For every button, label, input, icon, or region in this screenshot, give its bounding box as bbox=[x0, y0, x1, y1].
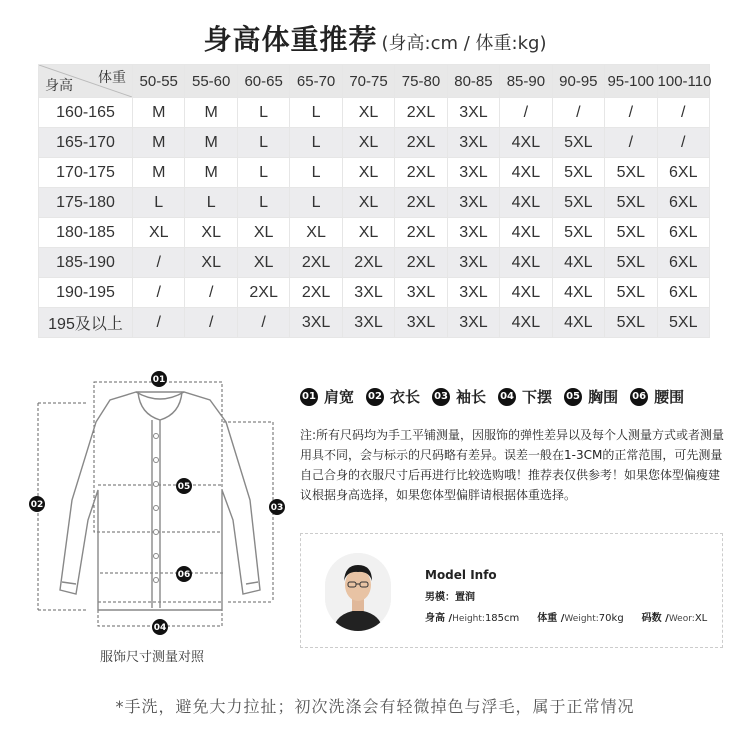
size-cell: 5XL bbox=[552, 158, 604, 188]
size-cell: 5XL bbox=[552, 128, 604, 158]
size-cell: 5XL bbox=[605, 188, 657, 218]
weight-header: 75-80 bbox=[395, 65, 447, 98]
size-cell: M bbox=[133, 98, 185, 128]
size-cell: 3XL bbox=[290, 308, 342, 338]
weight-header: 55-60 bbox=[185, 65, 237, 98]
svg-text:02: 02 bbox=[30, 500, 44, 510]
size-cell: 3XL bbox=[447, 188, 499, 218]
size-cell: XL bbox=[342, 128, 394, 158]
size-cell: 3XL bbox=[447, 278, 499, 308]
legend-label: 腰围 bbox=[654, 388, 685, 406]
size-cell: / bbox=[185, 308, 237, 338]
size-cell: L bbox=[237, 128, 289, 158]
height-label: 165-170 bbox=[39, 128, 133, 158]
height-label: 190-195 bbox=[39, 278, 133, 308]
shirt-diagram bbox=[28, 370, 290, 670]
size-cell: / bbox=[133, 248, 185, 278]
height-label: 180-185 bbox=[39, 218, 133, 248]
measurement-legend bbox=[300, 386, 730, 407]
height-label: 160-165 bbox=[39, 98, 133, 128]
svg-text:06: 06 bbox=[177, 570, 191, 580]
height-label: 195及以上 bbox=[39, 308, 133, 338]
size-cell: 6XL bbox=[657, 248, 709, 278]
size-cell: XL bbox=[342, 188, 394, 218]
size-cell: 4XL bbox=[500, 248, 552, 278]
size-cell: XL bbox=[342, 98, 394, 128]
size-cell: 5XL bbox=[552, 218, 604, 248]
size-cell: 4XL bbox=[500, 188, 552, 218]
size-cell: / bbox=[133, 278, 185, 308]
size-cell: 2XL bbox=[395, 188, 447, 218]
legend-item bbox=[564, 386, 618, 407]
size-cell: 5XL bbox=[605, 278, 657, 308]
weight-header: 95-100 bbox=[605, 65, 657, 98]
size-cell: / bbox=[237, 308, 289, 338]
size-cell: 6XL bbox=[657, 218, 709, 248]
legend-number: 03 bbox=[432, 388, 450, 406]
size-cell: 2XL bbox=[290, 248, 342, 278]
table-row bbox=[39, 188, 710, 218]
legend-item bbox=[300, 386, 354, 407]
size-cell: L bbox=[237, 188, 289, 218]
size-cell: XL bbox=[342, 218, 394, 248]
legend-item bbox=[432, 386, 486, 407]
size-cell: 3XL bbox=[342, 308, 394, 338]
table-row bbox=[39, 98, 710, 128]
size-cell: / bbox=[552, 98, 604, 128]
size-cell: / bbox=[185, 278, 237, 308]
size-cell: 4XL bbox=[500, 278, 552, 308]
size-cell: 2XL bbox=[290, 278, 342, 308]
weight-header: 60-65 bbox=[237, 65, 289, 98]
model-info-title: Model Info bbox=[425, 568, 497, 582]
size-cell: 2XL bbox=[395, 128, 447, 158]
size-cell: / bbox=[500, 98, 552, 128]
model-height: 身高 /Height:185cm bbox=[425, 613, 520, 624]
model-info-card bbox=[300, 533, 723, 648]
size-cell: 5XL bbox=[605, 248, 657, 278]
size-table bbox=[38, 64, 710, 338]
legend-item bbox=[630, 386, 684, 407]
table-row bbox=[39, 278, 710, 308]
size-cell: 3XL bbox=[447, 128, 499, 158]
size-cell: M bbox=[185, 98, 237, 128]
size-cell: L bbox=[290, 128, 342, 158]
table-row bbox=[39, 218, 710, 248]
svg-text:01: 01 bbox=[152, 375, 166, 385]
size-cell: 5XL bbox=[605, 158, 657, 188]
height-label: 185-190 bbox=[39, 248, 133, 278]
size-cell: 6XL bbox=[657, 188, 709, 218]
size-cell: 3XL bbox=[342, 278, 394, 308]
size-cell: / bbox=[605, 128, 657, 158]
weight-header: 100-110 bbox=[657, 65, 709, 98]
legend-item bbox=[366, 386, 420, 407]
size-cell: 5XL bbox=[605, 218, 657, 248]
corner-height-label: 身高 bbox=[45, 77, 73, 93]
size-cell: 2XL bbox=[395, 248, 447, 278]
size-cell: 3XL bbox=[447, 158, 499, 188]
size-cell: 4XL bbox=[552, 248, 604, 278]
svg-text:04: 04 bbox=[153, 623, 167, 633]
size-cell: 4XL bbox=[500, 158, 552, 188]
size-cell: 6XL bbox=[657, 278, 709, 308]
size-cell: 5XL bbox=[605, 308, 657, 338]
legend-number: 04 bbox=[498, 388, 516, 406]
model-weight: 体重 /Weight:70kg bbox=[537, 613, 624, 624]
size-cell: XL bbox=[133, 218, 185, 248]
weight-header: 80-85 bbox=[447, 65, 499, 98]
size-cell: / bbox=[133, 308, 185, 338]
svg-text:03: 03 bbox=[270, 503, 284, 513]
size-cell: XL bbox=[290, 218, 342, 248]
size-cell: 3XL bbox=[447, 248, 499, 278]
size-cell: 5XL bbox=[657, 308, 709, 338]
size-cell: L bbox=[290, 98, 342, 128]
size-cell: 4XL bbox=[500, 128, 552, 158]
height-label: 170-175 bbox=[39, 158, 133, 188]
size-cell: L bbox=[237, 98, 289, 128]
legend-label: 袖长 bbox=[456, 388, 487, 406]
legend-item bbox=[498, 386, 552, 407]
size-cell: 3XL bbox=[395, 308, 447, 338]
size-cell: M bbox=[133, 158, 185, 188]
size-cell: XL bbox=[237, 218, 289, 248]
weight-header: 85-90 bbox=[500, 65, 552, 98]
size-cell: L bbox=[290, 188, 342, 218]
weight-header: 70-75 bbox=[342, 65, 394, 98]
svg-text:05: 05 bbox=[177, 482, 191, 492]
model-avatar bbox=[325, 553, 391, 631]
size-cell: M bbox=[185, 158, 237, 188]
size-cell: 4XL bbox=[500, 308, 552, 338]
size-cell: 3XL bbox=[447, 98, 499, 128]
size-cell: L bbox=[290, 158, 342, 188]
table-row bbox=[39, 128, 710, 158]
legend-label: 衣长 bbox=[390, 388, 421, 406]
legend-label: 肩宽 bbox=[324, 388, 355, 406]
size-cell: / bbox=[657, 98, 709, 128]
size-cell: 6XL bbox=[657, 158, 709, 188]
size-cell: 2XL bbox=[395, 158, 447, 188]
size-cell: / bbox=[605, 98, 657, 128]
size-cell: L bbox=[185, 188, 237, 218]
size-cell: XL bbox=[237, 248, 289, 278]
size-cell: 5XL bbox=[552, 188, 604, 218]
size-cell: 4XL bbox=[552, 308, 604, 338]
weight-header: 65-70 bbox=[290, 65, 342, 98]
legend-number: 06 bbox=[630, 388, 648, 406]
table-row bbox=[39, 248, 710, 278]
diagram-caption: 服饰尺寸测量对照 bbox=[100, 650, 205, 665]
height-label: 175-180 bbox=[39, 188, 133, 218]
size-cell: / bbox=[657, 128, 709, 158]
legend-label: 胸围 bbox=[588, 388, 619, 406]
size-cell: 3XL bbox=[447, 218, 499, 248]
table-row bbox=[39, 308, 710, 338]
legend-label: 下摆 bbox=[522, 388, 553, 406]
size-cell: M bbox=[133, 128, 185, 158]
corner-weight-label: 体重 bbox=[98, 69, 126, 85]
legend-number: 01 bbox=[300, 388, 318, 406]
weight-header: 50-55 bbox=[133, 65, 185, 98]
size-cell: XL bbox=[342, 158, 394, 188]
table-row bbox=[39, 158, 710, 188]
size-cell: XL bbox=[185, 218, 237, 248]
legend-number: 05 bbox=[564, 388, 582, 406]
size-cell: L bbox=[133, 188, 185, 218]
model-size: 码数 /Weor:XL bbox=[641, 613, 708, 624]
size-cell: M bbox=[185, 128, 237, 158]
table-corner bbox=[39, 65, 133, 98]
size-cell: L bbox=[237, 158, 289, 188]
legend-number: 02 bbox=[366, 388, 384, 406]
size-cell: 2XL bbox=[395, 98, 447, 128]
size-cell: 3XL bbox=[395, 278, 447, 308]
weight-header: 90-95 bbox=[552, 65, 604, 98]
size-cell: 2XL bbox=[342, 248, 394, 278]
size-cell: 2XL bbox=[237, 278, 289, 308]
page-title bbox=[0, 18, 750, 58]
size-cell: 2XL bbox=[395, 218, 447, 248]
shirt-illustration bbox=[28, 370, 290, 660]
size-cell: 4XL bbox=[500, 218, 552, 248]
size-cell: 4XL bbox=[552, 278, 604, 308]
title-sub: (身高:cm / 体重:kg) bbox=[381, 33, 547, 54]
model-gender: 男模：置润 bbox=[425, 592, 475, 603]
title-main: 身高体重推荐 bbox=[203, 23, 378, 56]
measurement-note: 注:所有尺码均为手工平铺测量，因服饰的弹性差异以及每个人测量方式或者测量用具不同，会与标示的尺码略有差异。误差一般在1-3CM的正常范围，可先测量自己合身的衣服尺寸后再进行比较选购哦！推荐表仅供参考！如果您体型偏瘦建议根据身高选择，如果您体型偏胖请根据体重选择。 bbox=[300, 428, 725, 502]
size-cell: 3XL bbox=[447, 308, 499, 338]
care-footer: *手洗，避免大力拉扯；初次洗涤会有轻微掉色与浮毛，属于正常情况 bbox=[115, 697, 635, 716]
size-cell: XL bbox=[185, 248, 237, 278]
